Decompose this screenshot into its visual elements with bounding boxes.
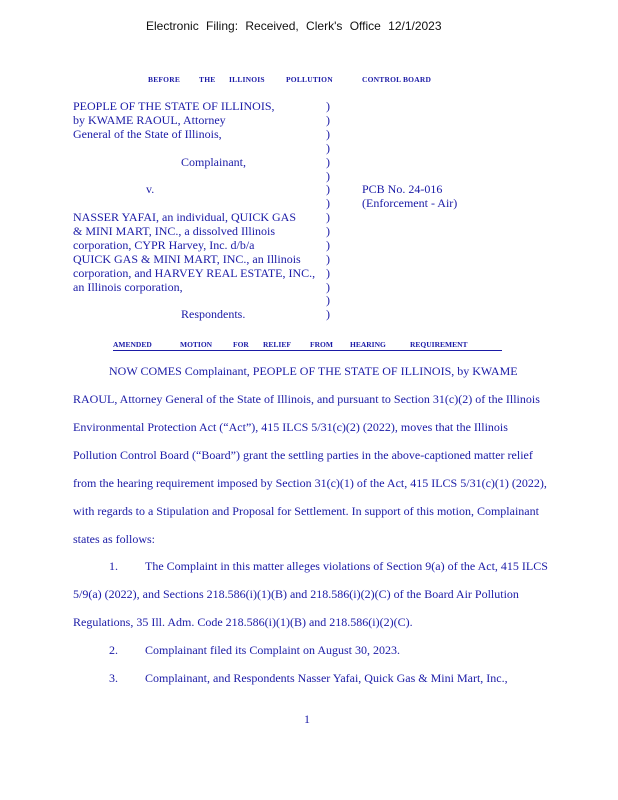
motion-title-word: FOR xyxy=(233,340,249,349)
item-line: 5/9(a) (2022), and Sections 218.586(i)(1)(B) and 218.586(i)(2)(C) of the Board Air Pollution xyxy=(73,587,519,601)
item-number: 3. xyxy=(109,671,118,685)
caption-plaintiff-line: General of the State of Illinois, xyxy=(73,127,222,141)
board-title-word: CONTROL BOARD xyxy=(362,75,432,84)
motion-title-word: AMENDED xyxy=(113,340,152,349)
caption-paren: ) xyxy=(326,141,330,155)
filing-header: Electronic Filing: Received, Clerk's Office 12/1/2023 xyxy=(146,19,442,33)
motion-title-underline xyxy=(113,350,502,351)
board-title-word: POLLUTION xyxy=(286,75,333,84)
caption-defendant-line: NASSER YAFAI, an individual, QUICK GAS xyxy=(73,210,297,224)
caption-paren: ) xyxy=(326,169,330,183)
caption-paren: ) xyxy=(326,155,330,169)
body-line: NOW COMES Complainant, PEOPLE OF THE STATE OF ILLINOIS, by KWAME xyxy=(109,364,518,378)
caption-defendant-line: QUICK GAS & MINI MART, INC., an Illinois xyxy=(73,252,301,266)
body-line: with regards to a Stipulation and Proposal for Settlement. In support of this motion, Complainant xyxy=(73,504,539,518)
body-line: Pollution Control Board (“Board”) grant the settling parties in the above-captioned matter relief xyxy=(73,448,533,462)
item-number: 2. xyxy=(109,643,118,657)
caption-paren: ) xyxy=(326,182,330,196)
case-type: (Enforcement - Air) xyxy=(362,196,458,210)
caption-plaintiff-line: PEOPLE OF THE STATE OF ILLINOIS, xyxy=(73,99,275,113)
case-number: PCB No. 24-016 xyxy=(362,182,443,196)
caption-defendant-line: corporation, and HARVEY REAL ESTATE, INC., xyxy=(73,266,316,280)
board-title-word: ILLINOIS xyxy=(229,75,265,84)
item-line: Complainant filed its Complaint on August 30, 2023. xyxy=(145,643,400,657)
motion-title-word: FROM xyxy=(310,340,333,349)
item-line: Complainant, and Respondents Nasser Yafai, Quick Gas & Mini Mart, Inc., xyxy=(145,671,508,685)
body-line: Environmental Protection Act (“Act”), 415 ILCS 5/31(c)(2) (2022), moves that the Illinois xyxy=(73,420,508,434)
motion-title-word: REQUIREMENT xyxy=(410,340,468,349)
caption-paren: ) xyxy=(326,307,330,321)
body-line: RAOUL, Attorney General of the State of Illinois, and pursuant to Section 31(c)(2) of the Illinois xyxy=(73,392,540,406)
item-line: Regulations, 35 Ill. Adm. Code 218.586(i)(1)(B) and 218.586(i)(2)(C). xyxy=(73,615,413,629)
caption-plaintiff-line: by KWAME RAOUL, Attorney xyxy=(73,113,226,127)
caption-paren: ) xyxy=(326,127,330,141)
caption-paren: ) xyxy=(326,113,330,127)
caption-paren: ) xyxy=(326,99,330,113)
page-number: 1 xyxy=(304,712,310,726)
motion-title-word: MOTION xyxy=(180,340,213,349)
caption-paren: ) xyxy=(326,293,330,307)
item-line: The Complaint in this matter alleges violations of Section 9(a) of the Act, 415 ILCS xyxy=(145,559,548,573)
motion-title-word: RELIEF xyxy=(263,340,291,349)
caption-paren: ) xyxy=(326,224,330,238)
item-number: 1. xyxy=(109,559,118,573)
board-title-word: THE xyxy=(199,75,216,84)
motion-title-word: HEARING xyxy=(350,340,386,349)
body-line: from the hearing requirement imposed by Section 31(c)(1) of the Act, 415 ILCS 5/31(c)(1) (2022), xyxy=(73,476,547,490)
respondents-label: Respondents. xyxy=(181,307,246,321)
board-title-word: BEFORE xyxy=(148,75,181,84)
complainant-label: Complainant, xyxy=(181,155,246,169)
caption-defendant-line: corporation, CYPR Harvey, Inc. d/b/a xyxy=(73,238,255,252)
versus-label: v. xyxy=(146,182,155,196)
caption-paren: ) xyxy=(326,266,330,280)
caption-paren: ) xyxy=(326,196,330,210)
caption-paren: ) xyxy=(326,238,330,252)
body-line: states as follows: xyxy=(73,532,155,546)
caption-paren: ) xyxy=(326,210,330,224)
caption-defendant-line: an Illinois corporation, xyxy=(73,280,183,294)
caption-paren: ) xyxy=(326,252,330,266)
caption-defendant-line: & MINI MART, INC., a dissolved Illinois xyxy=(73,224,276,238)
caption-paren: ) xyxy=(326,280,330,294)
